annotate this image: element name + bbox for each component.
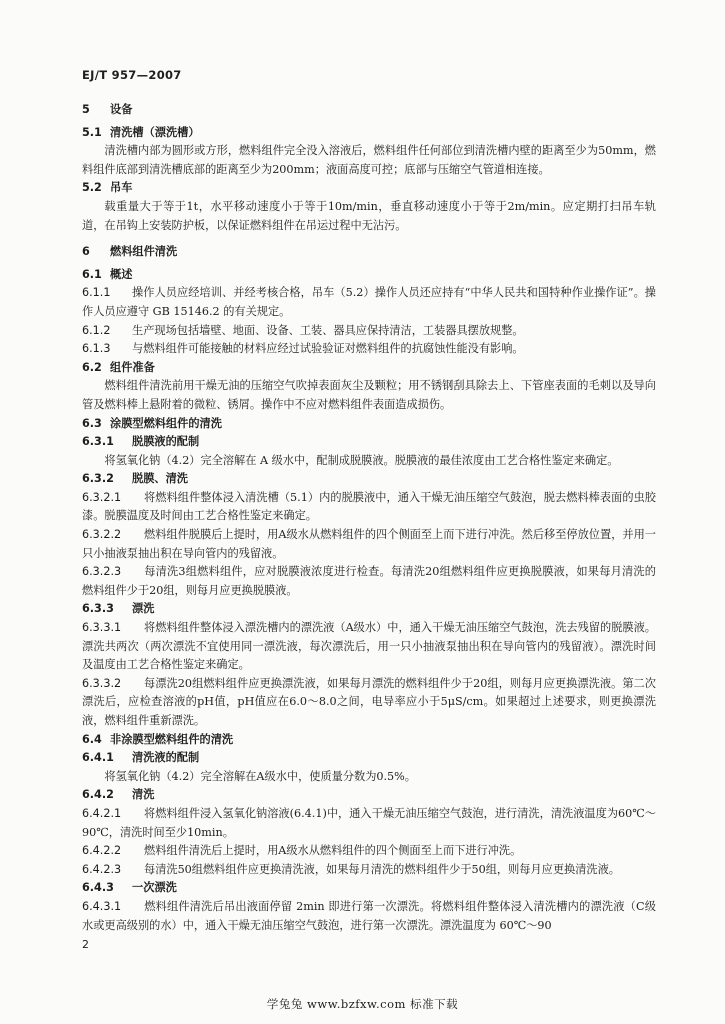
clause-6-4-3-1: 6.4.3.1 燃料组件清洗后吊出液面停留 2min 即进行第一次漂洗。将燃料组件整体浸入清洗槽内的漂洗液（C级水或更高级别的水）中，通入干燥无油压缩空气鼓泡，进行第一次漂洗。漂洗温度为 60℃～90 (82, 899, 656, 932)
document-number: EJ/T 957—2007 (82, 68, 182, 82)
section-5-heading: 5 设备 (82, 103, 133, 116)
clause-6-3-heading: 6.3 涂膜型燃料组件的清洗 (82, 416, 222, 430)
section-6-heading: 6 燃料组件清洗 (82, 245, 178, 259)
clause-6-1-3: 6.1.3 与燃料组件可能接触的材料应经过试验验证对燃料组件的抗腐蚀性能没有影响。 (82, 342, 524, 356)
clause-6-1-heading: 6.1 概述 (82, 267, 133, 281)
clause-6-1-2: 6.1.2 生产现场包括墙壁、地面、设备、工装、器具应保持清洁，工装器具摆放规整。 (82, 323, 524, 337)
clause-5-1-text: 清洗槽内部为圆形或方形，燃料组件完全没入溶液后，燃料组件任何部位到清洗槽内壁的距离至少为50mm，燃料组件底部到清洗槽底部的距离至少为200mm；液面高度可控；底部与压缩空气管道相连接。 (82, 144, 656, 176)
clause-6-4-heading: 6.4 非涂膜型燃料组件的清洗 (82, 732, 234, 746)
clause-6-3-1-text: 将氢氧化钠（4.2）完全溶解在 A 级水中，配制成脱膜液。脱膜液的最佳浓度由工艺合格性鉴定来确定。 (104, 453, 619, 467)
clause-6-4-3-heading: 6.4.3 一次漂洗 (82, 881, 177, 895)
clause-6-3-2-heading: 6.3.2 脱膜、清洗 (82, 472, 188, 486)
clause-6-1-1: 6.1.1 操作人员应经培训、并经考核合格，吊车（5.2）操作人员还应持有“中华人民共和国特种作业操作证”。操作人员应遵守 GB 15146.2 的有关规定。 (82, 286, 656, 318)
clause-6-3-1-heading: 6.3.1 脱膜液的配制 (82, 435, 200, 449)
clause-6-3-3-heading: 6.3.3 漂洗 (82, 602, 155, 616)
clause-6-4-2-2: 6.4.2.2 燃料组件清洗后上提时，用A级水从燃料组件的四个侧面至上而下进行冲洗。 (82, 844, 522, 858)
page-content (82, 97, 656, 935)
page-number: 2 (82, 938, 89, 951)
clause-6-3-3-2: 6.3.3.2 每漂洗20组燃料组件应更换漂洗液，如果每月漂洗的燃料组件少于20组，则每月应更换漂洗液。第二次漂洗后，应检查溶液的pH值，pH值应在6.0～8.0之间，电导率应小于5μS/cm。如果超过上述要求，则更换漂洗液，燃料组件重新漂洗。 (82, 676, 656, 727)
clause-6-4-2-heading: 6.4.2 清洗 (82, 788, 155, 802)
clause-6-2-text: 燃料组件清洗前用干燥无油的压缩空气吹掉表面灰尘及颗粒；用不锈钢刮具除去上、下管座表面的毛刺以及导向管及燃料棒上悬附着的微粒、锈屑。操作中不应对燃料组件表面造成损伤。 (82, 379, 656, 411)
watermark-footer: 学兔兔 www.bzfxw.com 标准下载 (266, 997, 459, 1011)
clause-6-3-3-1: 6.3.3.1 将燃料组件整体浸入漂洗槽内的漂洗液（A级水）中，通入干燥无油压缩空气鼓泡，洗去残留的脱膜液。漂洗共两次（两次漂洗不宜使用同一漂洗液，每次漂洗后，用一只小抽液泵抽出积在导向管内的残留液）。漂洗时间及温度由工艺合格性鉴定来确定。 (82, 621, 656, 672)
clause-5-2-heading: 5.2 吊车 (82, 181, 133, 195)
clause-6-4-1-heading: 6.4.1 清洗液的配制 (82, 751, 200, 765)
clause-6-4-2-3: 6.4.2.3 每清洗50组燃料组件应更换清洗液，如果每月清洗的燃料组件少于50组，则每月应更换清洗液。 (82, 862, 620, 876)
clause-6-2-heading: 6.2 组件准备 (82, 360, 155, 374)
clause-5-2-text: 载重量大于等于1t，水平移动速度小于等于10m/min，垂直移动速度小于等于2m/min。应定期打扫吊车轨道，在吊钩上安装防护板，以保证燃料组件在吊运过程中无沾污。 (82, 199, 656, 232)
clause-6-3-2-2: 6.3.2.2 燃料组件脱膜后上提时，用A级水从燃料组件的四个侧面至上而下进行冲洗。然后移至停放位置，并用一只小抽液泵抽出积在导向管内的残留液。 (82, 528, 656, 560)
clause-6-4-1-text: 将氢氧化钠（4.2）完全溶解在A级水中，使质量分数为0.5%。 (104, 769, 416, 783)
clause-6-4-2-1: 6.4.2.1 将燃料组件浸入氢氧化钠溶液(6.4.1)中，通入干燥无油压缩空气鼓泡，进行清洗，清洗液温度为60℃～90℃，清洗时间至少10min。 (82, 806, 656, 839)
clause-6-3-2-1: 6.3.2.1 将燃料组件整体浸入清洗槽（5.1）内的脱膜液中，通入干燥无油压缩空气鼓泡，脱去燃料棒表面的虫胶漆。脱膜温度及时间由工艺合格性鉴定来确定。 (82, 490, 656, 523)
clause-5-1-heading: 5.1 清洗槽（漂洗槽） (82, 125, 200, 139)
clause-6-3-2-3: 6.3.2.3 每清洗3组燃料组件，应对脱膜液浓度进行检查。每清洗20组燃料组件应更换脱膜液，如果每月清洗的燃料组件少于20组，则每月应更换脱膜液。 (82, 565, 656, 597)
